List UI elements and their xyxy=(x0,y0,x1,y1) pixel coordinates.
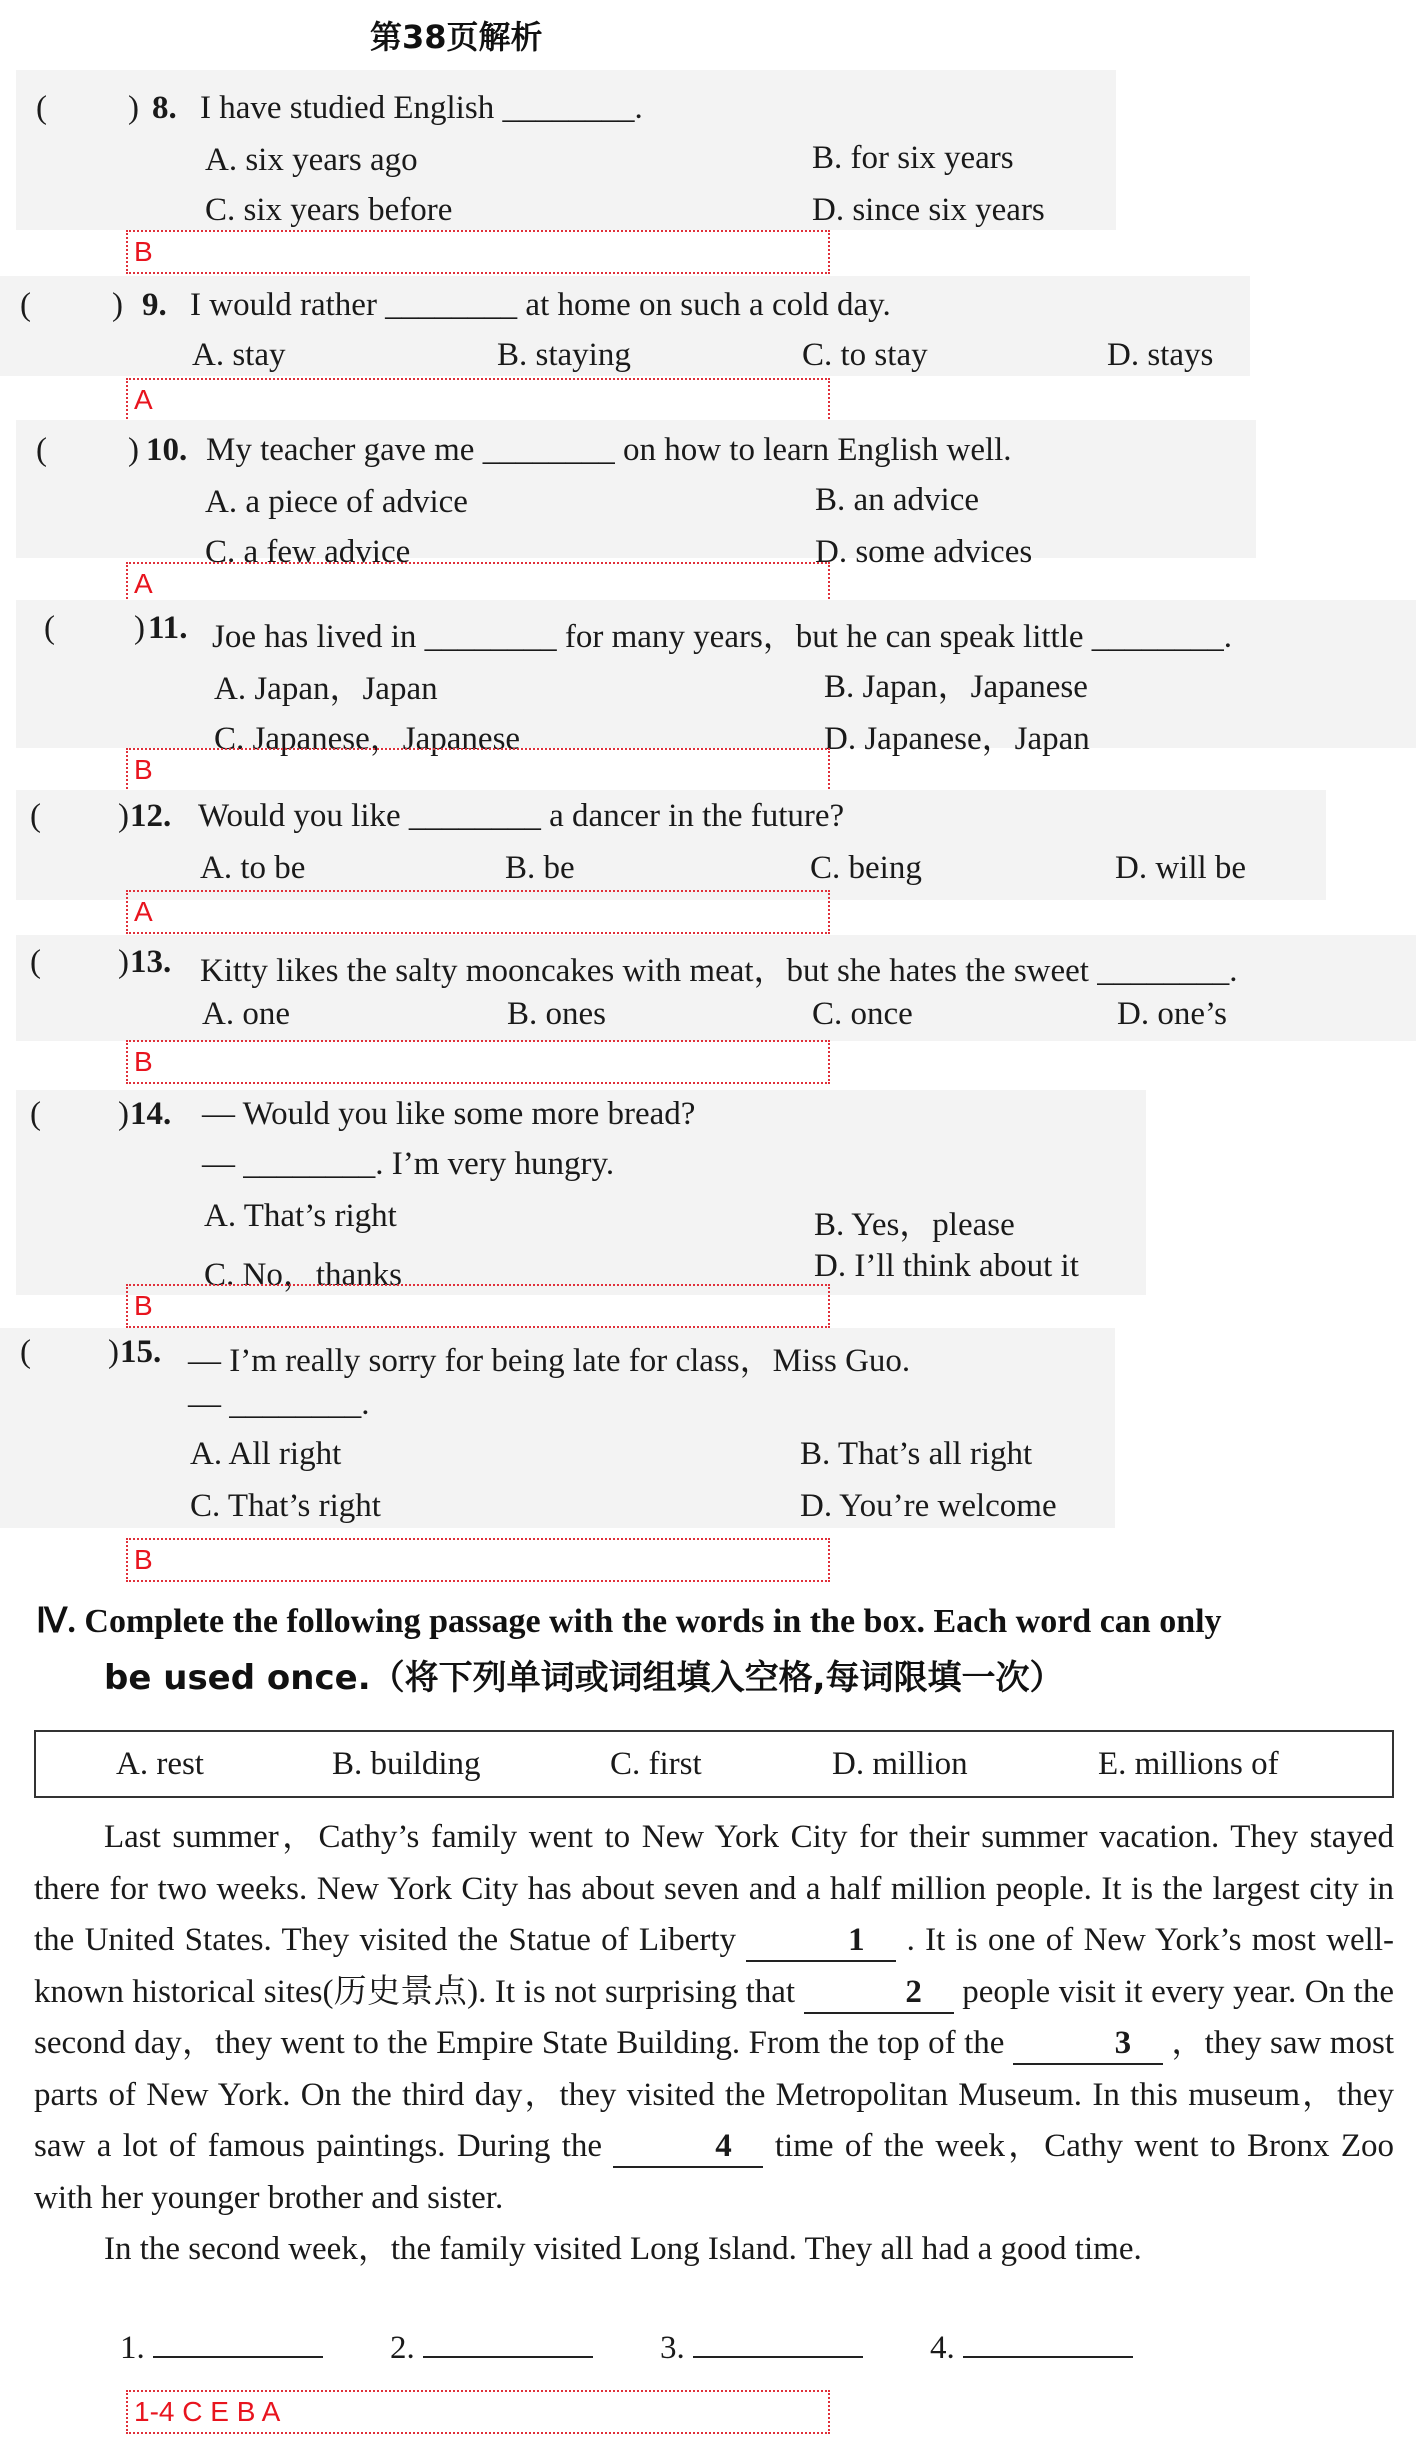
option-c: C. a few advice xyxy=(205,534,411,570)
option-b: B. That’s all right xyxy=(800,1436,1033,1472)
passage-blank: 2 xyxy=(804,1972,954,2014)
answer-paren-open: ( xyxy=(20,1334,31,1370)
answer-box: B xyxy=(126,230,830,274)
passage-blank: 4 xyxy=(613,2126,763,2168)
answer-paren-open: ( xyxy=(30,944,41,980)
option-c: C. Japanese，Japanese xyxy=(214,721,521,757)
option-c: C. That’s right xyxy=(190,1488,381,1524)
option-b: B. an advice xyxy=(815,482,980,518)
question-stem: I have studied English ________. xyxy=(200,90,643,126)
answer-paren-close: ) xyxy=(134,610,145,646)
answer-paren-close: ) xyxy=(118,798,129,834)
question-number: 13. xyxy=(130,944,172,980)
question-number: 12. xyxy=(130,798,172,834)
question-number: 8. xyxy=(152,90,177,126)
answer-paren-close: ) xyxy=(118,944,129,980)
word-option: D. million xyxy=(832,1746,968,1782)
option-c: C. being xyxy=(810,850,922,886)
option-b: B. for six years xyxy=(812,140,1014,176)
passage-blank: 3 xyxy=(1013,2023,1163,2065)
answer-paren-open: ( xyxy=(44,610,55,646)
answer-box: B xyxy=(126,1040,830,1084)
word-option: B. building xyxy=(332,1746,481,1782)
question-stem: I would rather ________ at home on such a cold day. xyxy=(190,287,891,323)
option-a: A. That’s right xyxy=(204,1198,397,1234)
option-b: B. be xyxy=(505,850,575,886)
answer-paren-close: ) xyxy=(118,1096,129,1132)
option-a: A. to be xyxy=(200,850,306,886)
answer-box: A xyxy=(126,562,830,606)
option-a: A. one xyxy=(202,996,290,1032)
option-a: A. six years ago xyxy=(205,142,418,178)
question-stem: Would you like ________ a dancer in the future? xyxy=(198,798,845,834)
option-a: A. Japan，Japan xyxy=(214,671,438,707)
fill-label: 4. xyxy=(930,2330,1133,2367)
page-title: 第38页解析 xyxy=(370,18,543,56)
passage-text: Last summer，Cathy’s family went to New York City for their summer vacation. They stayed there for two weeks. New York City has about seven and a half million people. It is the largest city in the United States. They visited the Statue of Liberty xyxy=(34,1819,1394,1958)
answer-box: B xyxy=(126,1538,830,1582)
question-stem-reply: — ________. xyxy=(188,1386,370,1422)
option-c: C. No，thanks xyxy=(204,1257,402,1293)
question-number: 11. xyxy=(148,610,188,646)
answer-paren-open: ( xyxy=(20,287,31,323)
answer-paren-close: ) xyxy=(128,90,139,126)
fill-label: 1. xyxy=(120,2330,323,2367)
option-d: D. one’s xyxy=(1117,996,1227,1032)
answer-paren-open: ( xyxy=(36,90,47,126)
answer-paren-open: ( xyxy=(36,432,47,468)
option-d: D. You’re welcome xyxy=(800,1488,1057,1524)
question-number: 10. xyxy=(146,432,188,468)
fill-label: 3. xyxy=(660,2330,863,2367)
passage-text: ，they saw most parts of New York. On the third day，they visited the Metropolitan Museum. In this museum，they saw a lot of famous paintings. During the xyxy=(34,2025,1394,2164)
option-b: B. Japan，Japanese xyxy=(824,669,1088,705)
passage-text: people visit it every year. On the second day，they went to the Empire State Building. From the top of the xyxy=(34,1973,1395,2061)
option-d: D. some advices xyxy=(815,534,1033,570)
option-c: C. to stay xyxy=(802,337,928,373)
answer-box: A xyxy=(126,890,830,934)
passage-text: . It is one of New York’s most well-known historical sites(历史景点). It is not surprising that xyxy=(34,1922,1394,2010)
answer-paren-close: ) xyxy=(112,287,123,323)
option-a: A. stay xyxy=(192,337,286,373)
word-box xyxy=(34,1730,1394,1798)
option-a: A. All right xyxy=(190,1436,342,1472)
option-d: D. will be xyxy=(1115,850,1247,886)
answer-paren-close: ) xyxy=(108,1334,119,1370)
fill-label: 2. xyxy=(390,2330,593,2367)
passage-paragraph-2: In the second week，the family visited Long Island. They all had a good time. xyxy=(104,2231,1142,2267)
option-d: D. I’ll think about it xyxy=(814,1248,1079,1284)
word-option: E. millions of xyxy=(1098,1746,1279,1782)
question-stem: Joe has lived in ________ for many years，but he can speak little ________. xyxy=(212,619,1233,655)
section-heading-cont xyxy=(104,1650,1404,1707)
question-number: 9. xyxy=(142,287,167,323)
option-c: C. once xyxy=(812,996,913,1032)
option-d: D. stays xyxy=(1107,337,1214,373)
answer-box: B xyxy=(126,748,830,792)
option-b: B. staying xyxy=(497,337,631,373)
answer-box: A xyxy=(126,378,830,422)
option-d: D. Japanese，Japan xyxy=(824,721,1090,757)
passage-text: time of the week，Cathy went to Bronx Zoo with her younger brother and sister. xyxy=(34,2128,1394,2216)
option-b: B. ones xyxy=(507,996,606,1032)
option-d: D. since six years xyxy=(812,192,1045,228)
section-numeral: Ⅳ. xyxy=(36,1603,76,1640)
answer-paren-open: ( xyxy=(30,1096,41,1132)
question-stem: — Would you like some more bread? xyxy=(202,1096,696,1132)
question-stem-reply: — ________. I’m very hungry. xyxy=(202,1146,615,1182)
option-a: A. a piece of advice xyxy=(205,484,468,520)
question-stem: Kitty likes the salty mooncakes with meat，but she hates the sweet ________. xyxy=(200,953,1238,989)
option-b: B. Yes，please xyxy=(814,1207,1015,1243)
question-stem: My teacher gave me ________ on how to learn English well. xyxy=(206,432,1012,468)
question-number: 14. xyxy=(130,1096,172,1132)
section-heading xyxy=(36,1594,1416,1650)
section-heading-line1: Complete the following passage with the words in the box. Each word can only xyxy=(84,1603,1222,1640)
word-option: A. rest xyxy=(116,1746,204,1782)
answer-box: B xyxy=(126,1284,830,1328)
passage-blank: 1 xyxy=(746,1920,896,1962)
passage xyxy=(34,1812,1394,2276)
word-option: C. first xyxy=(610,1746,702,1782)
option-c: C. six years before xyxy=(205,192,453,228)
question-number: 15. xyxy=(120,1334,162,1370)
question-stem: — I’m really sorry for being late for class，Miss Guo. xyxy=(188,1343,911,1379)
answer-paren-open: ( xyxy=(30,798,41,834)
answer-box: 1-4 C E B A xyxy=(126,2390,830,2434)
section-heading-line2: be used once.（将下列单词或词组填入空格,每词限填一次） xyxy=(104,1658,1064,1698)
answer-paren-close: ) xyxy=(128,432,139,468)
